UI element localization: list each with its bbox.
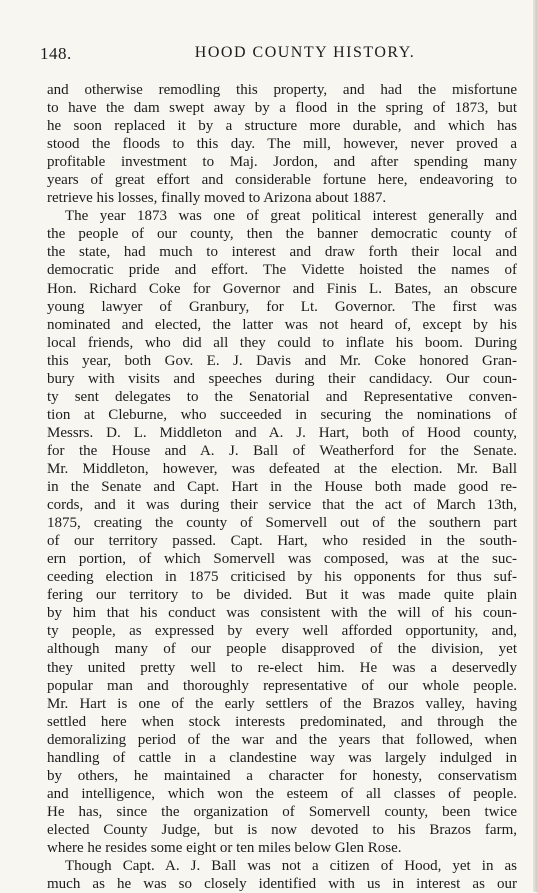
text-line: of our territory passed. Capt. Hart, who resided in the south- [47,533,517,550]
text-line: for the House and A. J. Ball of Weatherford for the Senate. [47,442,517,459]
page-header [40,44,510,66]
text-line: bury with visits and speeches during their candidacy. Our coun- [47,370,517,387]
text-line: Mr. Hart is one of the early settlers of the Brazos valley, having [47,695,517,712]
text-line: ern portion, of which Somervell was composed, was at the suc- [47,551,517,568]
text-line: tion at Cleburne, who succeeded in securing the nominations of [47,406,517,423]
text-line: and intelligence, which won the esteem of all classes of people. [47,785,517,802]
body-text [47,81,517,893]
text-line: years of great effort and considerable fortune here, endeavoring to [47,172,517,189]
text-line: settled here when stock interests predominated, and through the [47,713,517,730]
text-line: in the Senate and Capt. Hart in the House both made good re- [47,479,517,496]
text-line: ceeding election in 1875 criticised by his opponents for thus suf- [47,569,517,586]
text-line: He has, since the organization of Somervell county, been twice [47,803,517,820]
text-line: to have the dam swept away by a flood in the spring of 1873, but [47,100,517,117]
text-line: much as he was so closely identified with us in interest as our [47,876,517,893]
text-line: where he resides some eight or ten miles below Glen Rose. [47,839,402,856]
text-line: young lawyer of Granbury, for Lt. Governor. The first was [47,298,517,315]
text-line: nominated and elected, the latter was not heard of, except by his [47,316,517,333]
text-line: Hon. Richard Coke for Governor and Finis L. Bates, an obscure [47,280,517,297]
text-line: cords, and it was during their service that the act of March 13th, [47,497,517,514]
text-line: and otherwise remodling this property, and had the misfortune [47,82,517,98]
text-line: The year 1873 was one of great political interest generally and [65,208,517,225]
text-line: although many of our people disapproved of the division, yet [47,641,517,658]
page-edge-shadow [533,0,537,892]
text-line: elected County Judge, but is now devoted to his Brazos farm, [47,821,517,838]
text-line: Though Capt. A. J. Ball was not a citizen of Hood, yet in as [65,858,517,875]
text-line: this year, both Gov. E. J. Davis and Mr. Coke honored Gran- [47,352,517,369]
text-line: popular man and thoroughly representative of our whole people. [47,677,517,694]
text-line: handling of cattle in a clandestine way was largely indulged in [47,749,517,766]
text-line: stood the floods to this day. The mill, however, never proved a [47,136,517,153]
page-number: 148. [40,44,72,63]
text-line: ty sent delegates to the Senatorial and Representative conven- [47,388,517,405]
text-line: Messrs. D. L. Middleton and A. J. Hart, both of Hood county, [47,424,517,441]
text-line: by others, he maintained a character for honesty, conservatism [47,767,517,784]
text-line: fering our territory to be divided. But it was made quite plain [47,587,517,604]
text-line: the people of our county, then the banner democratic county of [47,226,517,243]
text-line: Mr. Middleton, however, was defeated at the election. Mr. Ball [47,460,517,477]
text-line: retrieve his losses, finally moved to Arizona about 1887. [47,190,387,207]
text-line: 1875, creating the county of Somervell out of the southern part [47,515,517,532]
text-line: demoralizing period of the war and the years that followed, when [47,731,517,748]
text-line: ty people, as expressed by every well afforded opportunity, and, [47,623,517,640]
text-line: the state, had much to interest and draw forth their local and [47,244,517,261]
text-line: by him that his conduct was consistent with the will of his coun- [47,605,517,622]
text-line: profitable investment to Maj. Jordon, and after spending many [47,154,517,171]
text-line: he soon replaced it by a structure more durable, and which has [47,118,517,135]
text-line: democratic pride and effort. The Vidette hoisted the names of [47,262,517,279]
running-head: HOOD COUNTY HISTORY. [194,44,416,61]
text-line: local friends, who did all they could to inflate his boom. During [47,334,517,351]
text-line: they united pretty well to re-elect him. He was a deservedly [47,659,517,676]
